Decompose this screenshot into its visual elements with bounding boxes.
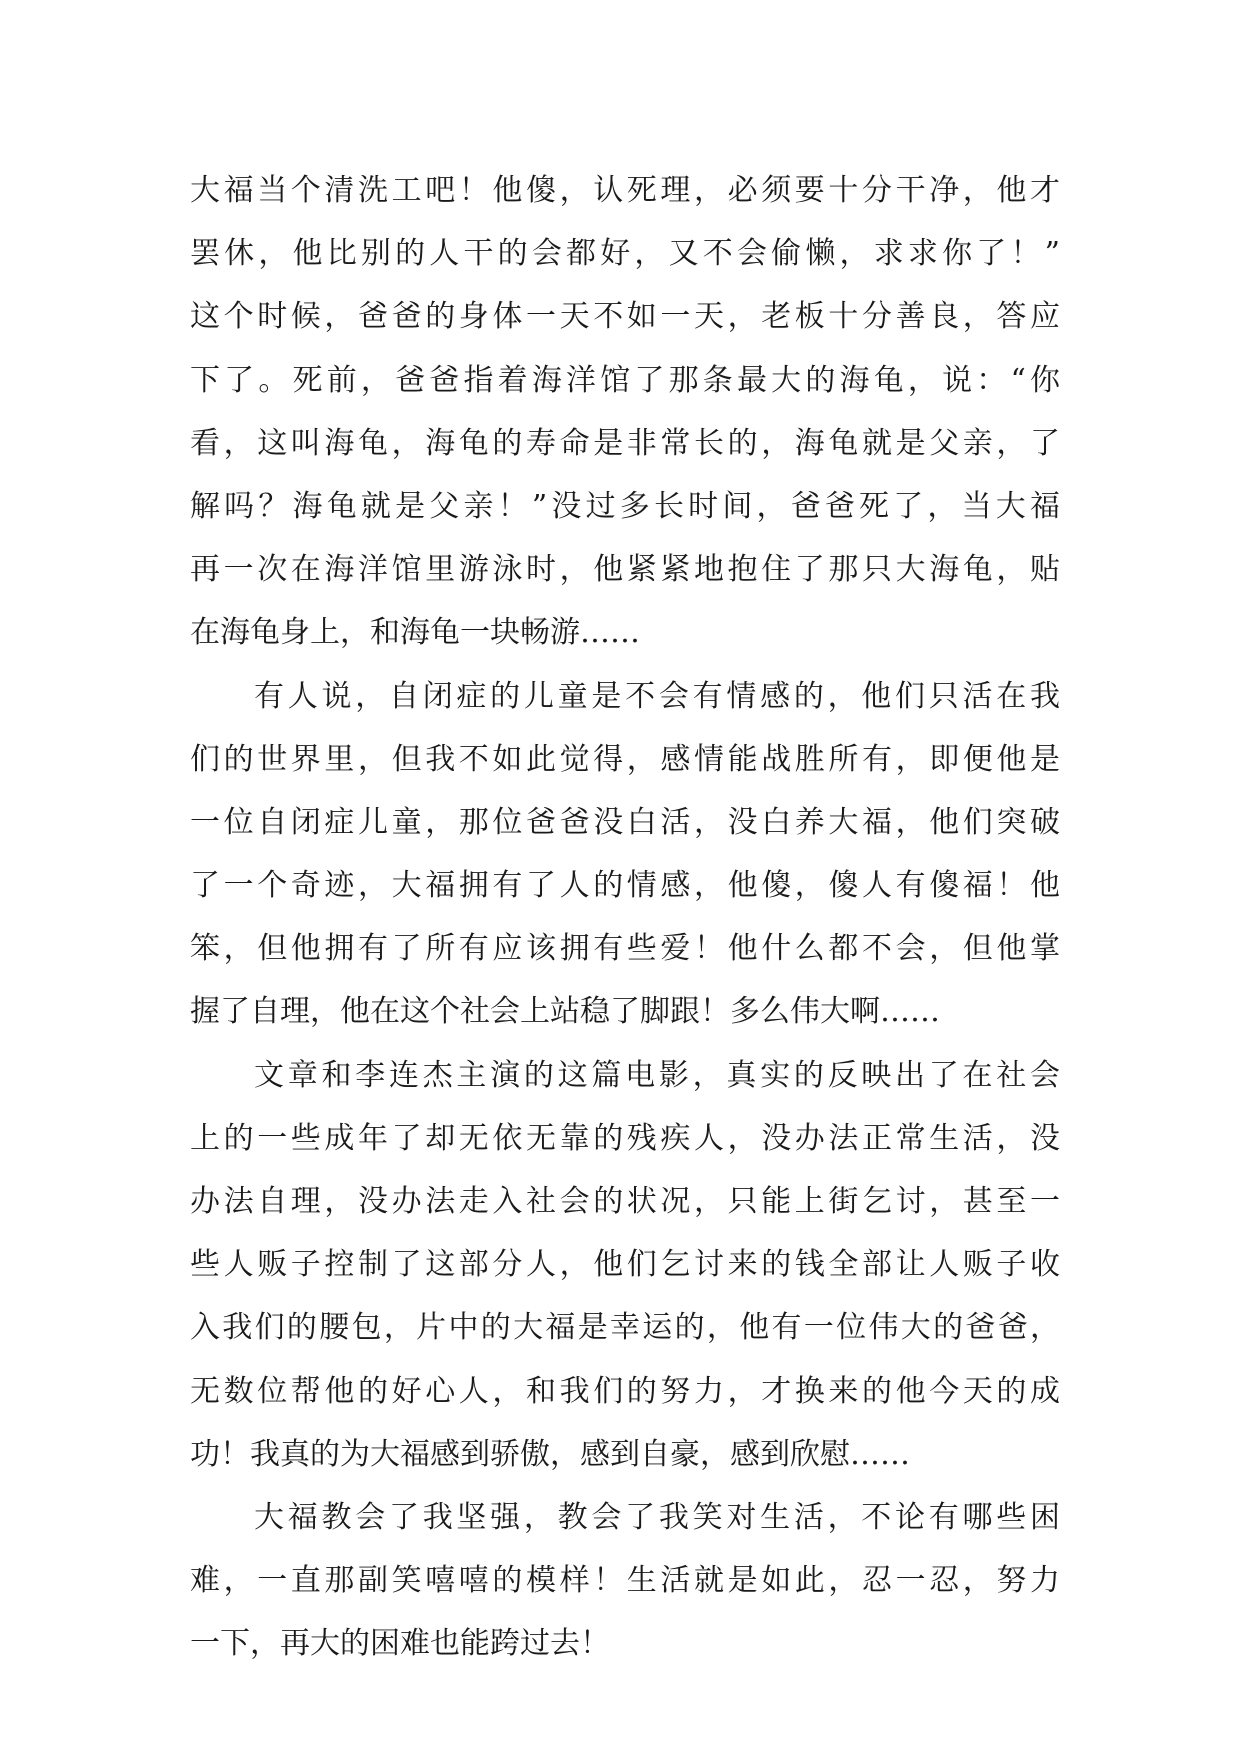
text-line: 这个时候，爸爸的身体一天不如一天，老板十分善良，答应 (190, 299, 1060, 335)
text-line: 无数位帮他的好心人，和我们的努力，才换来的他今天的成 (190, 1373, 1060, 1409)
body-text (190, 159, 1060, 1676)
text-line: 功！我真的为大福感到骄傲，感到自豪，感到欣慰…… (190, 1436, 910, 1472)
text-line: 解吗？海龟就是父亲！”没过多长时间，爸爸死了，当大福 (190, 488, 1060, 524)
text-line: 们的世界里，但我不如此觉得，感情能战胜所有，即便他是 (190, 741, 1060, 777)
text-line: 笨，但他拥有了所有应该拥有些爱！他什么都不会，但他掌 (190, 931, 1060, 967)
text-line: 大福当个清洗工吧！他傻，认死理，必须要十分干净，他才 (190, 173, 1060, 208)
paragraph-first-line: 文章和李连杰主演的这篇电影，真实的反映出了在社会 (254, 1057, 1060, 1093)
text-line: 些人贩子控制了这部分人，他们乞讨来的钱全部让人贩子收 (190, 1247, 1060, 1283)
text-line: 一下，再大的困难也能跨过去！ (190, 1626, 610, 1662)
text-line: 握了自理，他在这个社会上站稳了脚跟！多么伟大啊…… (190, 994, 940, 1030)
text-line: 一位自闭症儿童，那位爸爸没白活，没白养大福，他们突破 (190, 804, 1060, 840)
text-line: 下了。死前，爸爸指着海洋馆了那条最大的海龟，说：“你 (190, 362, 1060, 398)
text-line: 罢休，他比别的人干的会都好，又不会偷懒，求求你了！” (190, 236, 1060, 272)
text-line: 了一个奇迹，大福拥有了人的情感，他傻，傻人有傻福！他 (190, 868, 1060, 904)
text-line: 看，这叫海龟，海龟的寿命是非常长的，海龟就是父亲，了 (190, 425, 1060, 461)
text-line: 办法自理，没办法走入社会的状况，只能上街乞讨，甚至一 (190, 1184, 1060, 1219)
paragraph-first-line: 大福教会了我坚强，教会了我笑对生活，不论有哪些困 (254, 1499, 1060, 1535)
text-line: 难，一直那副笑嘻嘻的模样！生活就是如此，忍一忍，努力 (190, 1563, 1060, 1599)
text-line: 上的一些成年了却无依无靠的残疾人，没办法正常生活，没 (190, 1120, 1060, 1156)
text-line: 在海龟身上，和海龟一块畅游…… (190, 615, 640, 651)
text-line: 入我们的腰包，片中的大福是幸运的，他有一位伟大的爸爸， (190, 1310, 1060, 1346)
text-line: 再一次在海洋馆里游泳时，他紧紧地抱住了那只大海龟，贴 (190, 552, 1060, 588)
paragraph-first-line: 有人说，自闭症的儿童是不会有情感的，他们只活在我 (254, 678, 1060, 714)
